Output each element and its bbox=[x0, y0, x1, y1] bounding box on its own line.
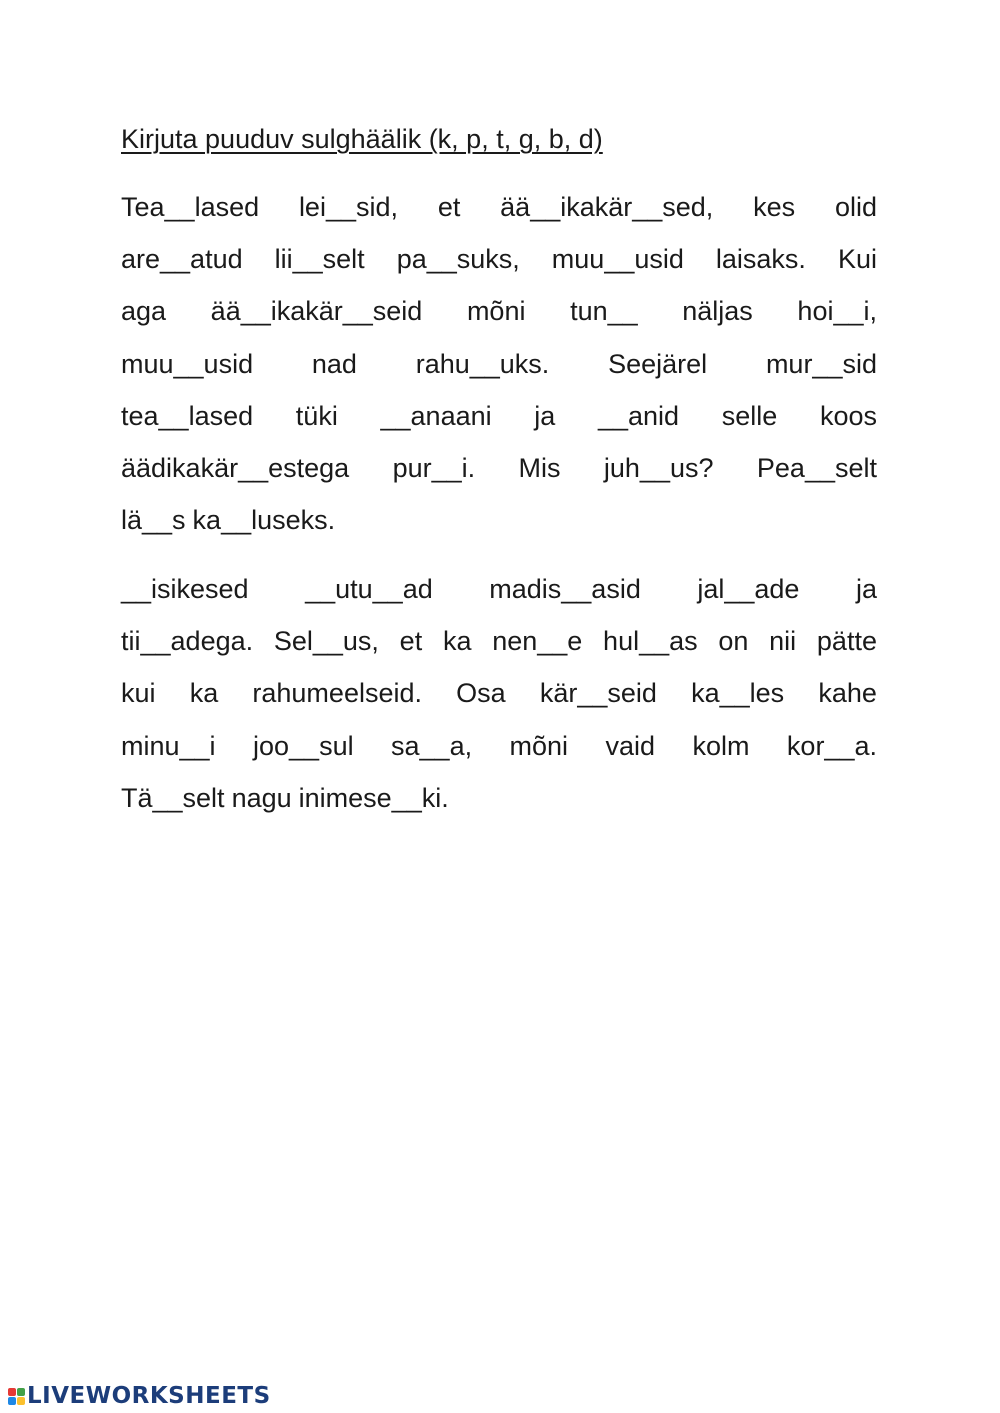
word: et bbox=[399, 626, 423, 657]
word: sa__a, bbox=[391, 730, 473, 761]
word: kahe bbox=[818, 678, 877, 709]
word: pur__i. bbox=[392, 452, 476, 483]
word: olid bbox=[834, 192, 877, 222]
word: koos bbox=[819, 400, 877, 431]
word: minu__i bbox=[121, 730, 216, 761]
word: kär__seid bbox=[539, 678, 657, 709]
word: hul__as bbox=[603, 626, 698, 657]
word: Sel__us, bbox=[273, 626, 379, 657]
text-line bbox=[121, 192, 877, 244]
word: Tä__selt bbox=[121, 782, 225, 813]
word: et bbox=[437, 192, 461, 222]
word: are__atud bbox=[121, 244, 243, 275]
word: vaid bbox=[605, 730, 656, 761]
word: inimese__ki. bbox=[298, 782, 449, 813]
text-line bbox=[121, 574, 877, 626]
word: __anaani bbox=[380, 400, 492, 431]
word: tüki bbox=[295, 400, 338, 431]
logo-square bbox=[17, 1388, 25, 1396]
word: muu__usid bbox=[551, 244, 684, 275]
word: juh__us? bbox=[603, 452, 714, 483]
word: ka__les bbox=[691, 678, 785, 709]
logo-mark-icon bbox=[8, 1388, 25, 1405]
word: madis__asid bbox=[489, 574, 641, 604]
word: Kui bbox=[837, 244, 877, 275]
word: kolm bbox=[692, 730, 750, 761]
text-line bbox=[121, 349, 877, 401]
word: pa__suks, bbox=[396, 244, 520, 275]
word: joo__sul bbox=[253, 730, 354, 761]
word: pätte bbox=[816, 626, 877, 657]
word: ää__ikakär__sed, bbox=[500, 192, 714, 222]
text-line bbox=[121, 401, 877, 453]
word: ja bbox=[855, 574, 877, 604]
word: ka bbox=[189, 678, 219, 709]
word: kui bbox=[121, 678, 156, 709]
text-line bbox=[121, 505, 877, 557]
word: muu__usid bbox=[121, 348, 254, 379]
text-line bbox=[121, 244, 877, 296]
word: lä__s bbox=[121, 505, 186, 536]
word: tii__adega. bbox=[121, 626, 254, 657]
paragraph-2 bbox=[121, 574, 877, 835]
liveworksheets-logo bbox=[8, 1380, 271, 1412]
word: __anid bbox=[597, 400, 680, 431]
word: mõni bbox=[466, 296, 526, 327]
text-line bbox=[121, 678, 877, 730]
word: rahu__uks. bbox=[415, 348, 550, 379]
word: ka__luseks. bbox=[192, 505, 336, 536]
logo-square bbox=[8, 1388, 16, 1396]
word: rahumeelseid. bbox=[252, 678, 422, 709]
text-line bbox=[121, 453, 877, 505]
logo-square bbox=[17, 1397, 25, 1405]
text-line bbox=[121, 626, 877, 678]
logo-text: LIVEWORKSHEETS bbox=[27, 1383, 271, 1409]
word: ka bbox=[442, 626, 472, 657]
word: tea__lased bbox=[121, 400, 254, 431]
word: ää__ikakär__seid bbox=[210, 296, 423, 327]
word: Seejärel bbox=[608, 348, 708, 379]
word: lii__selt bbox=[274, 244, 365, 275]
word: laisaks. bbox=[715, 244, 806, 275]
worksheet-title: Kirjuta puuduv sulghäälik (k, p, t, g, b, d) bbox=[121, 124, 603, 154]
word: hoi__i, bbox=[797, 296, 877, 327]
word: mur__sid bbox=[765, 348, 877, 379]
text-line bbox=[121, 731, 877, 783]
word: Osa bbox=[456, 678, 506, 709]
word: nii bbox=[769, 626, 797, 657]
word: selle bbox=[721, 400, 778, 431]
logo-square bbox=[8, 1397, 16, 1405]
paragraph-1 bbox=[121, 192, 877, 557]
word: Mis bbox=[518, 452, 561, 483]
word: __utu__ad bbox=[305, 574, 433, 604]
word: tun__ bbox=[570, 296, 638, 327]
word: nagu bbox=[231, 782, 292, 813]
word: kor__a. bbox=[786, 730, 877, 761]
word: Tea__lased bbox=[121, 192, 260, 222]
text-line bbox=[121, 296, 877, 348]
word: näljas bbox=[682, 296, 753, 327]
word: kes bbox=[753, 192, 796, 222]
word: jal__ade bbox=[697, 574, 800, 604]
word: äädikakär__estega bbox=[121, 452, 350, 483]
word: nen__e bbox=[492, 626, 583, 657]
word: on bbox=[718, 626, 749, 657]
word: ja bbox=[534, 400, 556, 431]
word: lei__sid, bbox=[298, 192, 398, 222]
word: aga bbox=[121, 296, 167, 327]
word: Pea__selt bbox=[756, 452, 877, 483]
word: __isikesed bbox=[121, 574, 249, 604]
text-line bbox=[121, 783, 877, 835]
word: mõni bbox=[509, 730, 569, 761]
word: nad bbox=[311, 348, 357, 379]
